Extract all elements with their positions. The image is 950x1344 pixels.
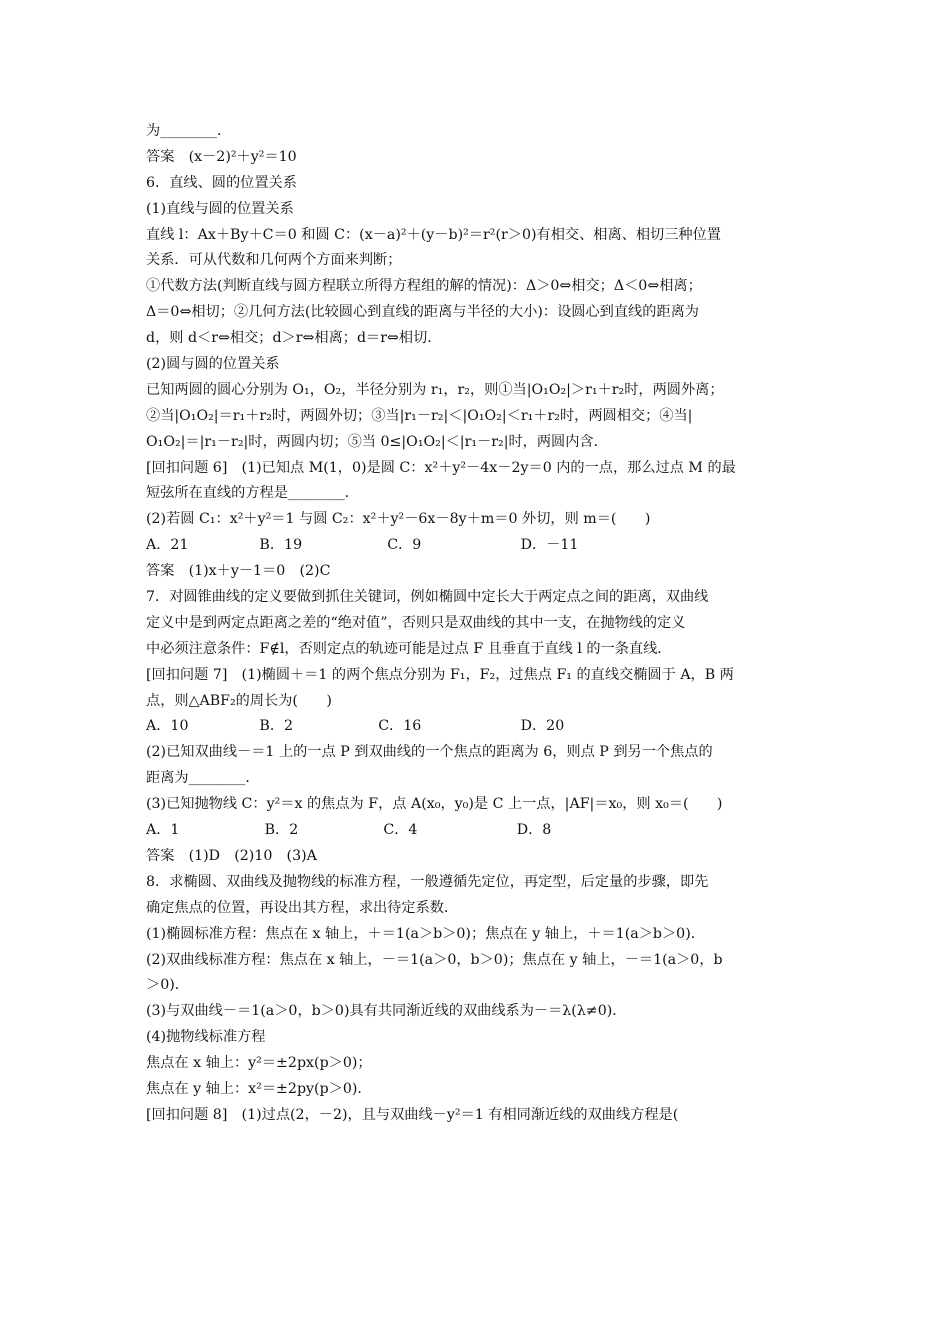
text-line: (3)已知抛物线 C：y²＝x 的焦点为 F，点 A(x₀，y₀)是 C 上一点，|AF|＝x₀，则 x₀＝( ) — [146, 796, 723, 813]
text-line: (2)圆与圆的位置关系 — [146, 356, 280, 373]
text-line: 7．对圆锥曲线的定义要做到抓住关键词，例如椭圆中定长大于两定点之间的距离，双曲线 — [146, 589, 709, 606]
text-line: 定义中是到两定点距离之差的“绝对值”，否则只是双曲线的其中一支，在抛物线的定义 — [146, 614, 686, 631]
text-line: [回扣问题 8] (1)过点(2，－2)，且与双曲线－y²＝1 有相同渐近线的双曲线方程是( — [146, 1106, 679, 1123]
text-line: 中必须注意条件：F∉l，否则定点的轨迹可能是过点 F 且垂直于直线 l 的一条直线． — [146, 640, 672, 657]
text-line: 答案 (1)D (2)10 (3)A — [146, 847, 317, 864]
text-line: Δ＝0⇔相切；②几何方法(比较圆心到直线的距离与半径的大小)：设圆心到直线的距离为 — [146, 304, 699, 321]
text-line: 确定焦点的位置，再设出其方程，求出待定系数． — [146, 899, 459, 916]
text-line: (1)直线与圆的位置关系 — [146, 200, 294, 217]
text-line: ＞0)． — [146, 977, 189, 994]
text-line: O₁O₂|＝|r₁－r₂|时，两圆内切；⑤当 0≤|O₁O₂|＜|r₁－r₂|时，两圆内含． — [146, 433, 608, 450]
text-line: 焦点在 x 轴上：y²＝±2px(p＞0)； — [146, 1055, 372, 1072]
text-line: (3)与双曲线－＝1(a＞0，b＞0)具有共同渐近线的双曲线系为－＝λ(λ≠0)． — [146, 1003, 627, 1020]
document-body — [146, 119, 810, 1129]
text-line: (4)抛物线标准方程 — [146, 1029, 266, 1046]
text-line: 答案 (x－2)²＋y²＝10 — [146, 148, 297, 165]
text-line: ②当|O₁O₂|＝r₁＋r₂时，两圆外切；③当|r₁－r₂|＜|O₁O₂|＜r₁＋r₂时，两圆相交；④当| — [146, 407, 693, 424]
text-line: 8．求椭圆、双曲线及抛物线的标准方程，一般遵循先定位，再定型，后定量的步骤，即先 — [146, 873, 709, 890]
text-line: (2)双曲线标准方程：焦点在 x 轴上，－＝1(a＞0，b＞0)；焦点在 y 轴上，－＝1(a＞0，b — [146, 951, 723, 968]
text-line: (2)若圆 C₁：x²＋y²＝1 与圆 C₂：x²＋y²－6x－8y＋m＝0 外切，则 m＝( ) — [146, 511, 651, 528]
text-line: A．10 B．2 C．16 D．20 — [146, 718, 565, 735]
text-line: 为________． — [146, 123, 232, 139]
text-line: 短弦所在直线的方程是________． — [146, 485, 359, 502]
text-line: 已知两圆的圆心分别为 O₁，O₂，半径分别为 r₁，r₂，则①当|O₁O₂|＞r₁＋r₂时，两圆外离； — [146, 381, 724, 398]
text-line: 点，则△ABF₂的周长为( ) — [146, 692, 332, 709]
text-line: 焦点在 y 轴上：x²＝±2py(p＞0)． — [146, 1080, 372, 1097]
text-line: A．1 B．2 C．4 D．8 — [146, 822, 552, 839]
text-line: ①代数方法(判断直线与圆方程联立所得方程组的解的情况)：Δ＞0⇔相交；Δ＜0⇔相离； — [146, 278, 702, 295]
text-line: 直线 l：Ax＋By＋C＝0 和圆 C：(x－a)²＋(y－b)²＝r²(r＞0)有相交、相离、相切三种位置 — [146, 226, 721, 243]
text-line: (2)已知双曲线－＝1 上的一点 P 到双曲线的一个焦点的距离为 6，则点 P 到另一个焦点的 — [146, 744, 713, 761]
text-line: 距离为________． — [146, 770, 260, 787]
text-line: [回扣问题 6] (1)已知点 M(1，0)是圆 C：x²＋y²－4x－2y＝0 内的一点，那么过点 M 的最 — [146, 459, 736, 476]
text-line: 答案 (1)x＋y－1＝0 (2)C — [146, 563, 331, 580]
text-line: 关系．可从代数和几何两个方面来判断； — [146, 252, 402, 269]
text-line: A．21 B．19 C．9 D．－11 — [146, 537, 579, 554]
text-line: d，则 d＜r⇔相交；d＞r⇔相离；d＝r⇔相切． — [146, 330, 442, 347]
text-line: [回扣问题 7] (1)椭圆＋＝1 的两个焦点分别为 F₁，F₂，过焦点 F₁ 的直线交椭圆于 A，B 两 — [146, 666, 734, 683]
text-line: 6．直线、圆的位置关系 — [146, 174, 297, 191]
text-line: (1)椭圆标准方程：焦点在 x 轴上，＋＝1(a＞b＞0)；焦点在 y 轴上，＋＝1(a＞b＞0)． — [146, 925, 705, 942]
